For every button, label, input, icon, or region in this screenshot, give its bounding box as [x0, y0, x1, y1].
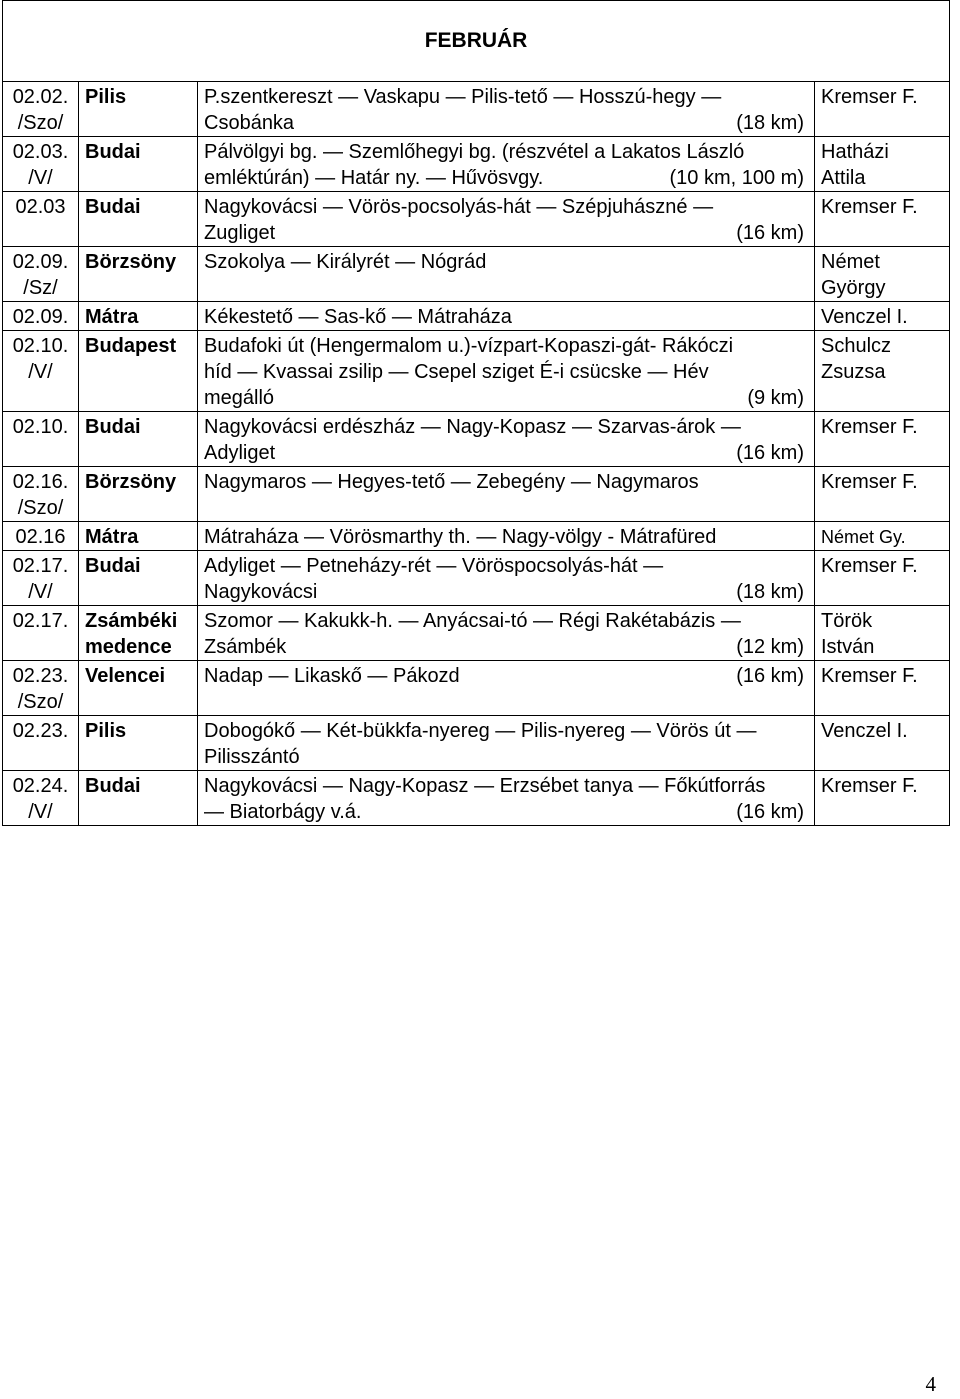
distance-text: (18 km) [736, 112, 804, 134]
leader-name: Kremser F. [821, 471, 918, 493]
region-text: Budai [85, 555, 141, 577]
weekday-text: /Szo/ [17, 691, 64, 713]
leader-name: Német [821, 251, 880, 273]
route-cell [198, 551, 815, 606]
route-cell [198, 606, 815, 661]
route-line [204, 579, 808, 605]
leader-cell [815, 247, 950, 302]
date-text: 02.17. [12, 555, 69, 577]
route-line [204, 110, 808, 136]
distance-text: (9 km) [747, 387, 804, 409]
route-cell [198, 302, 815, 331]
route-line [204, 524, 808, 550]
route-cell [198, 412, 815, 467]
date-cell [3, 606, 79, 661]
route-text: Nagykovácsi ― Vörös-pocsolyás-hát ― Szépjuhászné ― [204, 196, 714, 218]
region-text: Budai [85, 416, 141, 438]
route-cell [198, 522, 815, 551]
region-cell [79, 82, 198, 137]
leader-cell [815, 606, 950, 661]
leader-name: Schulcz [821, 335, 892, 357]
route-text: Pálvölgyi bg. ― Szemlőhegyi bg. (részvétel a Lakatos László [204, 141, 745, 163]
leader-name: György [821, 277, 886, 299]
region-text: Börzsöny [85, 251, 177, 273]
route-text: Zsámbék [204, 636, 287, 658]
region-text: Zsámbéki medence [85, 610, 178, 658]
region-cell [79, 661, 198, 716]
leader-cell [815, 137, 950, 192]
route-line [204, 249, 808, 275]
date-cell [3, 467, 79, 522]
route-text: Pilisszántó [204, 746, 300, 768]
weekday-text: /Szo/ [17, 112, 64, 134]
leader-cell [815, 82, 950, 137]
distance-text: (16 km) [736, 665, 804, 687]
date-text: 02.17. [12, 610, 69, 632]
route-line [204, 84, 808, 110]
route-text: Nadap ― Likaskő ― Pákozd [204, 665, 460, 687]
region-cell [79, 606, 198, 661]
weekday-text: /Szo/ [17, 497, 64, 519]
date-text: 02.03. [12, 141, 69, 163]
region-cell [79, 302, 198, 331]
route-text: ― Biatorbágy v.á. [204, 801, 362, 823]
date-cell [3, 661, 79, 716]
region-cell [79, 551, 198, 606]
route-line [204, 744, 808, 770]
leader-name: Kremser F. [821, 196, 918, 218]
region-cell [79, 467, 198, 522]
route-text: Mátraháza ― Vörösmarthy th. ― Nagy-völgy - Mátrafüred [204, 526, 717, 548]
route-text: emléktúrán) ― Határ ny. ― Hűvösvgy. [204, 167, 544, 189]
route-line [204, 663, 808, 689]
leader-name: Német Gy. [821, 527, 906, 547]
weekday-text: /V/ [28, 581, 53, 603]
route-text: Csobánka [204, 112, 295, 134]
route-line [204, 304, 808, 330]
date-cell [3, 551, 79, 606]
distance-text: (12 km) [736, 636, 804, 658]
date-cell [3, 82, 79, 137]
distance-text: (16 km) [736, 222, 804, 244]
date-cell [3, 247, 79, 302]
region-cell [79, 412, 198, 467]
route-line [204, 634, 808, 660]
region-cell [79, 331, 198, 412]
date-text: 02.23. [12, 665, 69, 687]
distance-text: (16 km) [736, 442, 804, 464]
schedule-row [3, 137, 950, 192]
route-text: Nagykovácsi [204, 581, 318, 603]
leader-cell [815, 192, 950, 247]
date-cell [3, 192, 79, 247]
region-text: Budai [85, 775, 141, 797]
route-line [204, 139, 808, 165]
schedule-row [3, 661, 950, 716]
leader-cell [815, 412, 950, 467]
leader-name: Attila [821, 167, 866, 189]
leader-name: Hatházi [821, 141, 889, 163]
leader-cell [815, 302, 950, 331]
region-cell [79, 137, 198, 192]
date-text: 02.24. [12, 775, 69, 797]
route-cell [198, 467, 815, 522]
route-line [204, 359, 808, 385]
leader-cell [815, 716, 950, 771]
leader-cell [815, 771, 950, 826]
schedule-row [3, 82, 950, 137]
schedule-row [3, 522, 950, 551]
date-cell [3, 302, 79, 331]
schedule-row [3, 467, 950, 522]
distance-text: (10 km, 100 m) [669, 167, 804, 189]
date-cell [3, 412, 79, 467]
leader-name: Kremser F. [821, 665, 918, 687]
route-text: Szokolya ― Királyrét ― Nógrád [204, 251, 487, 273]
date-text: 02.16 [15, 526, 66, 548]
leader-name: Kremser F. [821, 86, 918, 108]
route-cell [198, 716, 815, 771]
route-text: Kékestető ― Sas-kő ― Mátraháza [204, 306, 512, 328]
route-cell [198, 137, 815, 192]
region-cell [79, 247, 198, 302]
leader-cell [815, 551, 950, 606]
leader-cell [815, 331, 950, 412]
region-text: Börzsöny [85, 471, 177, 493]
schedule-row [3, 606, 950, 661]
route-line [204, 333, 808, 359]
schedule-row [3, 302, 950, 331]
leader-cell [815, 661, 950, 716]
region-cell [79, 192, 198, 247]
route-text: Nagykovácsi ― Nagy-Kopasz ― Erzsébet tanya ― Főkútforrás [204, 775, 766, 797]
region-cell [79, 522, 198, 551]
date-text: 02.03 [15, 196, 66, 218]
date-text: 02.10. [12, 335, 69, 357]
route-line [204, 718, 808, 744]
route-line [204, 440, 808, 466]
region-text: Budapest [85, 335, 177, 357]
route-line [204, 553, 808, 579]
region-text: Budai [85, 141, 141, 163]
leader-cell [815, 467, 950, 522]
weekday-text: /V/ [28, 361, 53, 383]
leader-name: István [821, 636, 875, 658]
schedule-row [3, 551, 950, 606]
weekday-text: /V/ [28, 801, 53, 823]
date-text: 02.09. [12, 306, 69, 328]
schedule-row [3, 771, 950, 826]
schedule-row [3, 331, 950, 412]
leader-name: Kremser F. [821, 555, 918, 577]
month-title: FEBRUÁR [3, 1, 950, 82]
route-text: Zugliget [204, 222, 276, 244]
region-cell [79, 716, 198, 771]
schedule-row [3, 412, 950, 467]
date-cell [3, 137, 79, 192]
leader-name: Kremser F. [821, 775, 918, 797]
schedule-row [3, 716, 950, 771]
schedule-row [3, 192, 950, 247]
route-text: Adyliget [204, 442, 276, 464]
distance-text: (16 km) [736, 801, 804, 823]
region-text: Pilis [85, 720, 127, 742]
date-cell [3, 771, 79, 826]
route-cell [198, 661, 815, 716]
route-line [204, 608, 808, 634]
hike-schedule-table [2, 0, 950, 826]
route-line [204, 799, 808, 825]
date-cell [3, 522, 79, 551]
route-text: Budafoki út (Hengermalom u.)-vízpart-Kopaszi-gát- Rákóczi [204, 335, 734, 357]
leader-name: Zsuzsa [821, 361, 886, 383]
route-text: Nagykovácsi erdészház ― Nagy-Kopasz ― Szarvas-árok ― [204, 416, 741, 438]
route-line [204, 773, 808, 799]
page-number: 4 [925, 1372, 936, 1396]
date-text: 02.02. [12, 86, 69, 108]
route-text: Szomor ― Kakukk-h. ― Anyácsai-tó ― Régi Rakétabázis ― [204, 610, 741, 632]
route-cell [198, 771, 815, 826]
leader-name: Venczel I. [821, 720, 908, 742]
route-line [204, 385, 808, 411]
leader-cell [815, 522, 950, 551]
route-line [204, 165, 808, 191]
region-text: Budai [85, 196, 141, 218]
route-text: Dobogókő ― Két-bükkfa-nyereg ― Pilis-nyereg ― Vörös út ― [204, 720, 757, 742]
date-text: 02.09. [12, 251, 69, 273]
route-text: Adyliget ― Petneházy-rét ― Vöröspocsolyás-hát ― [204, 555, 664, 577]
route-text: P.szentkereszt ― Vaskapu ― Pilis-tető ― Hosszú-hegy ― [204, 86, 722, 108]
date-cell [3, 331, 79, 412]
weekday-text: /Sz/ [23, 277, 58, 299]
route-cell [198, 247, 815, 302]
route-cell [198, 82, 815, 137]
route-text: híd ― Kvassai zsilip ― Csepel sziget É-i csücske ― Hév [204, 361, 709, 383]
region-text: Mátra [85, 526, 139, 548]
route-cell [198, 331, 815, 412]
route-line [204, 469, 808, 495]
date-cell [3, 716, 79, 771]
distance-text: (18 km) [736, 581, 804, 603]
route-line [204, 414, 808, 440]
region-text: Mátra [85, 306, 139, 328]
weekday-text: /V/ [28, 167, 53, 189]
leader-name: Kremser F. [821, 416, 918, 438]
region-text: Velencei [85, 665, 166, 687]
leader-name: Török [821, 610, 873, 632]
leader-name: Venczel I. [821, 306, 908, 328]
route-line [204, 220, 808, 246]
route-line [204, 194, 808, 220]
date-text: 02.16. [12, 471, 69, 493]
schedule-row [3, 247, 950, 302]
route-text: Nagymaros ― Hegyes-tető ― Zebegény ― Nagymaros [204, 471, 699, 493]
date-text: 02.10. [12, 416, 69, 438]
region-text: Pilis [85, 86, 127, 108]
title-row [3, 1, 950, 82]
date-text: 02.23. [12, 720, 69, 742]
region-cell [79, 771, 198, 826]
route-text: megálló [204, 387, 275, 409]
route-cell [198, 192, 815, 247]
